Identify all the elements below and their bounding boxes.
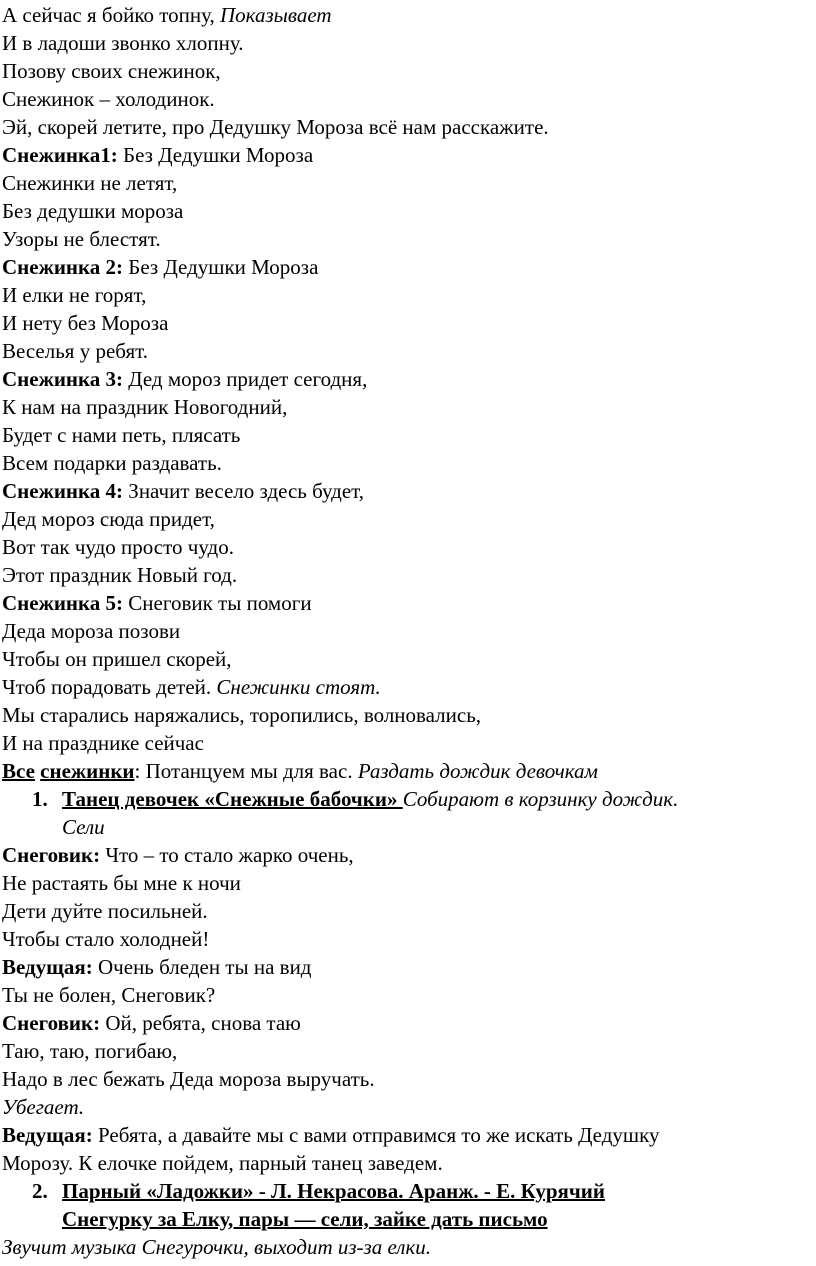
- stage-direction: Звучит музыка Снегурочки, выходит из-за елки.: [2, 1235, 432, 1259]
- list-item-continuation: [62, 813, 105, 841]
- dance-title: Танец девочек «Снежные бабочки»: [62, 787, 403, 811]
- speaker-label: Снеговик:: [2, 843, 101, 867]
- speaker-label: Ведущая:: [2, 1123, 93, 1147]
- line-text: Ребята, а давайте мы с вами отправимся то же искать Дедушку: [92, 1123, 660, 1147]
- text-line: Узоры не блестят.: [2, 227, 161, 251]
- line-text: Очень бледен ты на вид: [92, 955, 312, 979]
- text-line: Всем подарки раздавать.: [2, 451, 222, 475]
- text-line: К нам на праздник Новогодний,: [2, 395, 288, 419]
- speaker-label: снежинки: [40, 759, 135, 783]
- text-line: Веселья у ребят.: [2, 339, 148, 363]
- text-line: Эй, скорей летите, про Дедушку Мороза всё нам расскажите.: [2, 115, 549, 139]
- text-line: И на празднике сейчас: [2, 731, 204, 755]
- text-line: [2, 365, 367, 393]
- list-number: 2.: [32, 1179, 48, 1203]
- stage-direction: Убегает.: [2, 1095, 85, 1119]
- text-line: Надо в лес бежать Деда мороза выручать.: [2, 1067, 375, 1091]
- text-line: [2, 673, 381, 701]
- speaker-label: Снежинка 2:: [2, 255, 124, 279]
- stage-direction: Собирают в корзинку дождик.: [402, 787, 679, 811]
- text-line: [2, 1009, 301, 1037]
- text-line: Позову своих снежинок,: [2, 59, 221, 83]
- text-line: [2, 757, 598, 785]
- line-text: А сейчас я бойко топну,: [2, 3, 220, 27]
- list-number: 1.: [32, 787, 48, 811]
- text-line: [2, 953, 312, 981]
- text-line: [2, 253, 318, 281]
- text-line: [2, 1121, 660, 1149]
- text-line: Деда мороза позови: [2, 619, 181, 643]
- text-line: Снежинки не летят,: [2, 171, 178, 195]
- text-line: Чтобы он пришел скорей,: [2, 647, 232, 671]
- list-item: [62, 1177, 605, 1205]
- line-text: Что – то стало жарко очень,: [100, 843, 354, 867]
- text-line: [2, 841, 354, 869]
- text-line: Не растаять бы мне к ночи: [2, 871, 241, 895]
- text-line: Чтобы стало холодней!: [2, 927, 210, 951]
- text-line: Этот праздник Новый год.: [2, 563, 238, 587]
- text-line: Таю, таю, погибаю,: [2, 1039, 178, 1063]
- line-text: Без Дедушки Мороза: [117, 143, 314, 167]
- text-line: Снежинок – холодинок.: [2, 87, 215, 111]
- text-line: Вот так чудо просто чудо.: [2, 535, 234, 559]
- speaker-label: Снежинка 4:: [2, 479, 124, 503]
- line-text: Значит весело здесь будет,: [123, 479, 365, 503]
- text-line: Ты не болен, Снеговик?: [2, 983, 216, 1007]
- line-text: Без Дедушки Мороза: [123, 255, 319, 279]
- text-line: [2, 589, 312, 617]
- text-line: И елки не горят,: [2, 283, 147, 307]
- text-line: Дети дуйте посильней.: [2, 899, 208, 923]
- line-text: : Потанцуем мы для вас.: [134, 759, 358, 783]
- text-line: [2, 1, 332, 29]
- speaker-label: Ведущая:: [2, 955, 93, 979]
- stage-direction: Показывает: [220, 3, 332, 27]
- list-item: [62, 785, 678, 813]
- line-text: Снеговик ты помоги: [123, 591, 312, 615]
- speaker-label: Снежинка1:: [2, 143, 118, 167]
- text-line: Мы старались наряжались, торопились, волновались,: [2, 703, 482, 727]
- list-item-continuation: [62, 1205, 548, 1233]
- speaker-label: Снежинка 3:: [2, 367, 124, 391]
- stage-direction: Снежинки стоят.: [216, 675, 381, 699]
- text-line: Дед мороз сюда придет,: [2, 507, 215, 531]
- speaker-label: Все: [2, 759, 35, 783]
- text-line: [2, 1093, 84, 1121]
- line-text: Дед мороз придет сегодня,: [123, 367, 368, 391]
- speaker-label: Снежинка 5:: [2, 591, 124, 615]
- line-text: Чтоб порадовать детей.: [2, 675, 217, 699]
- dance-title: Парный «Ладожки» - Л. Некрасова. Аранж. - Е. Курячий: [62, 1179, 605, 1203]
- speaker-label: Снеговик:: [2, 1011, 101, 1035]
- dance-note: Снегурку за Елку, пары — сели, зайке дать письмо: [62, 1207, 548, 1231]
- text-line: И в ладоши звонко хлопну.: [2, 31, 244, 55]
- text-line: [2, 1233, 431, 1261]
- text-line: Без дедушки мороза: [2, 199, 184, 223]
- stage-direction: Раздать дождик девочкам: [357, 759, 598, 783]
- text-line: [2, 141, 313, 169]
- text-line: Морозу. К елочке пойдем, парный танец заведем.: [2, 1151, 443, 1175]
- stage-direction: Сели: [62, 815, 105, 839]
- line-text: Ой, ребята, снова таю: [100, 1011, 301, 1035]
- text-line: Будет с нами петь, плясать: [2, 423, 241, 447]
- text-line: [2, 477, 364, 505]
- text-line: И нету без Мороза: [2, 311, 169, 335]
